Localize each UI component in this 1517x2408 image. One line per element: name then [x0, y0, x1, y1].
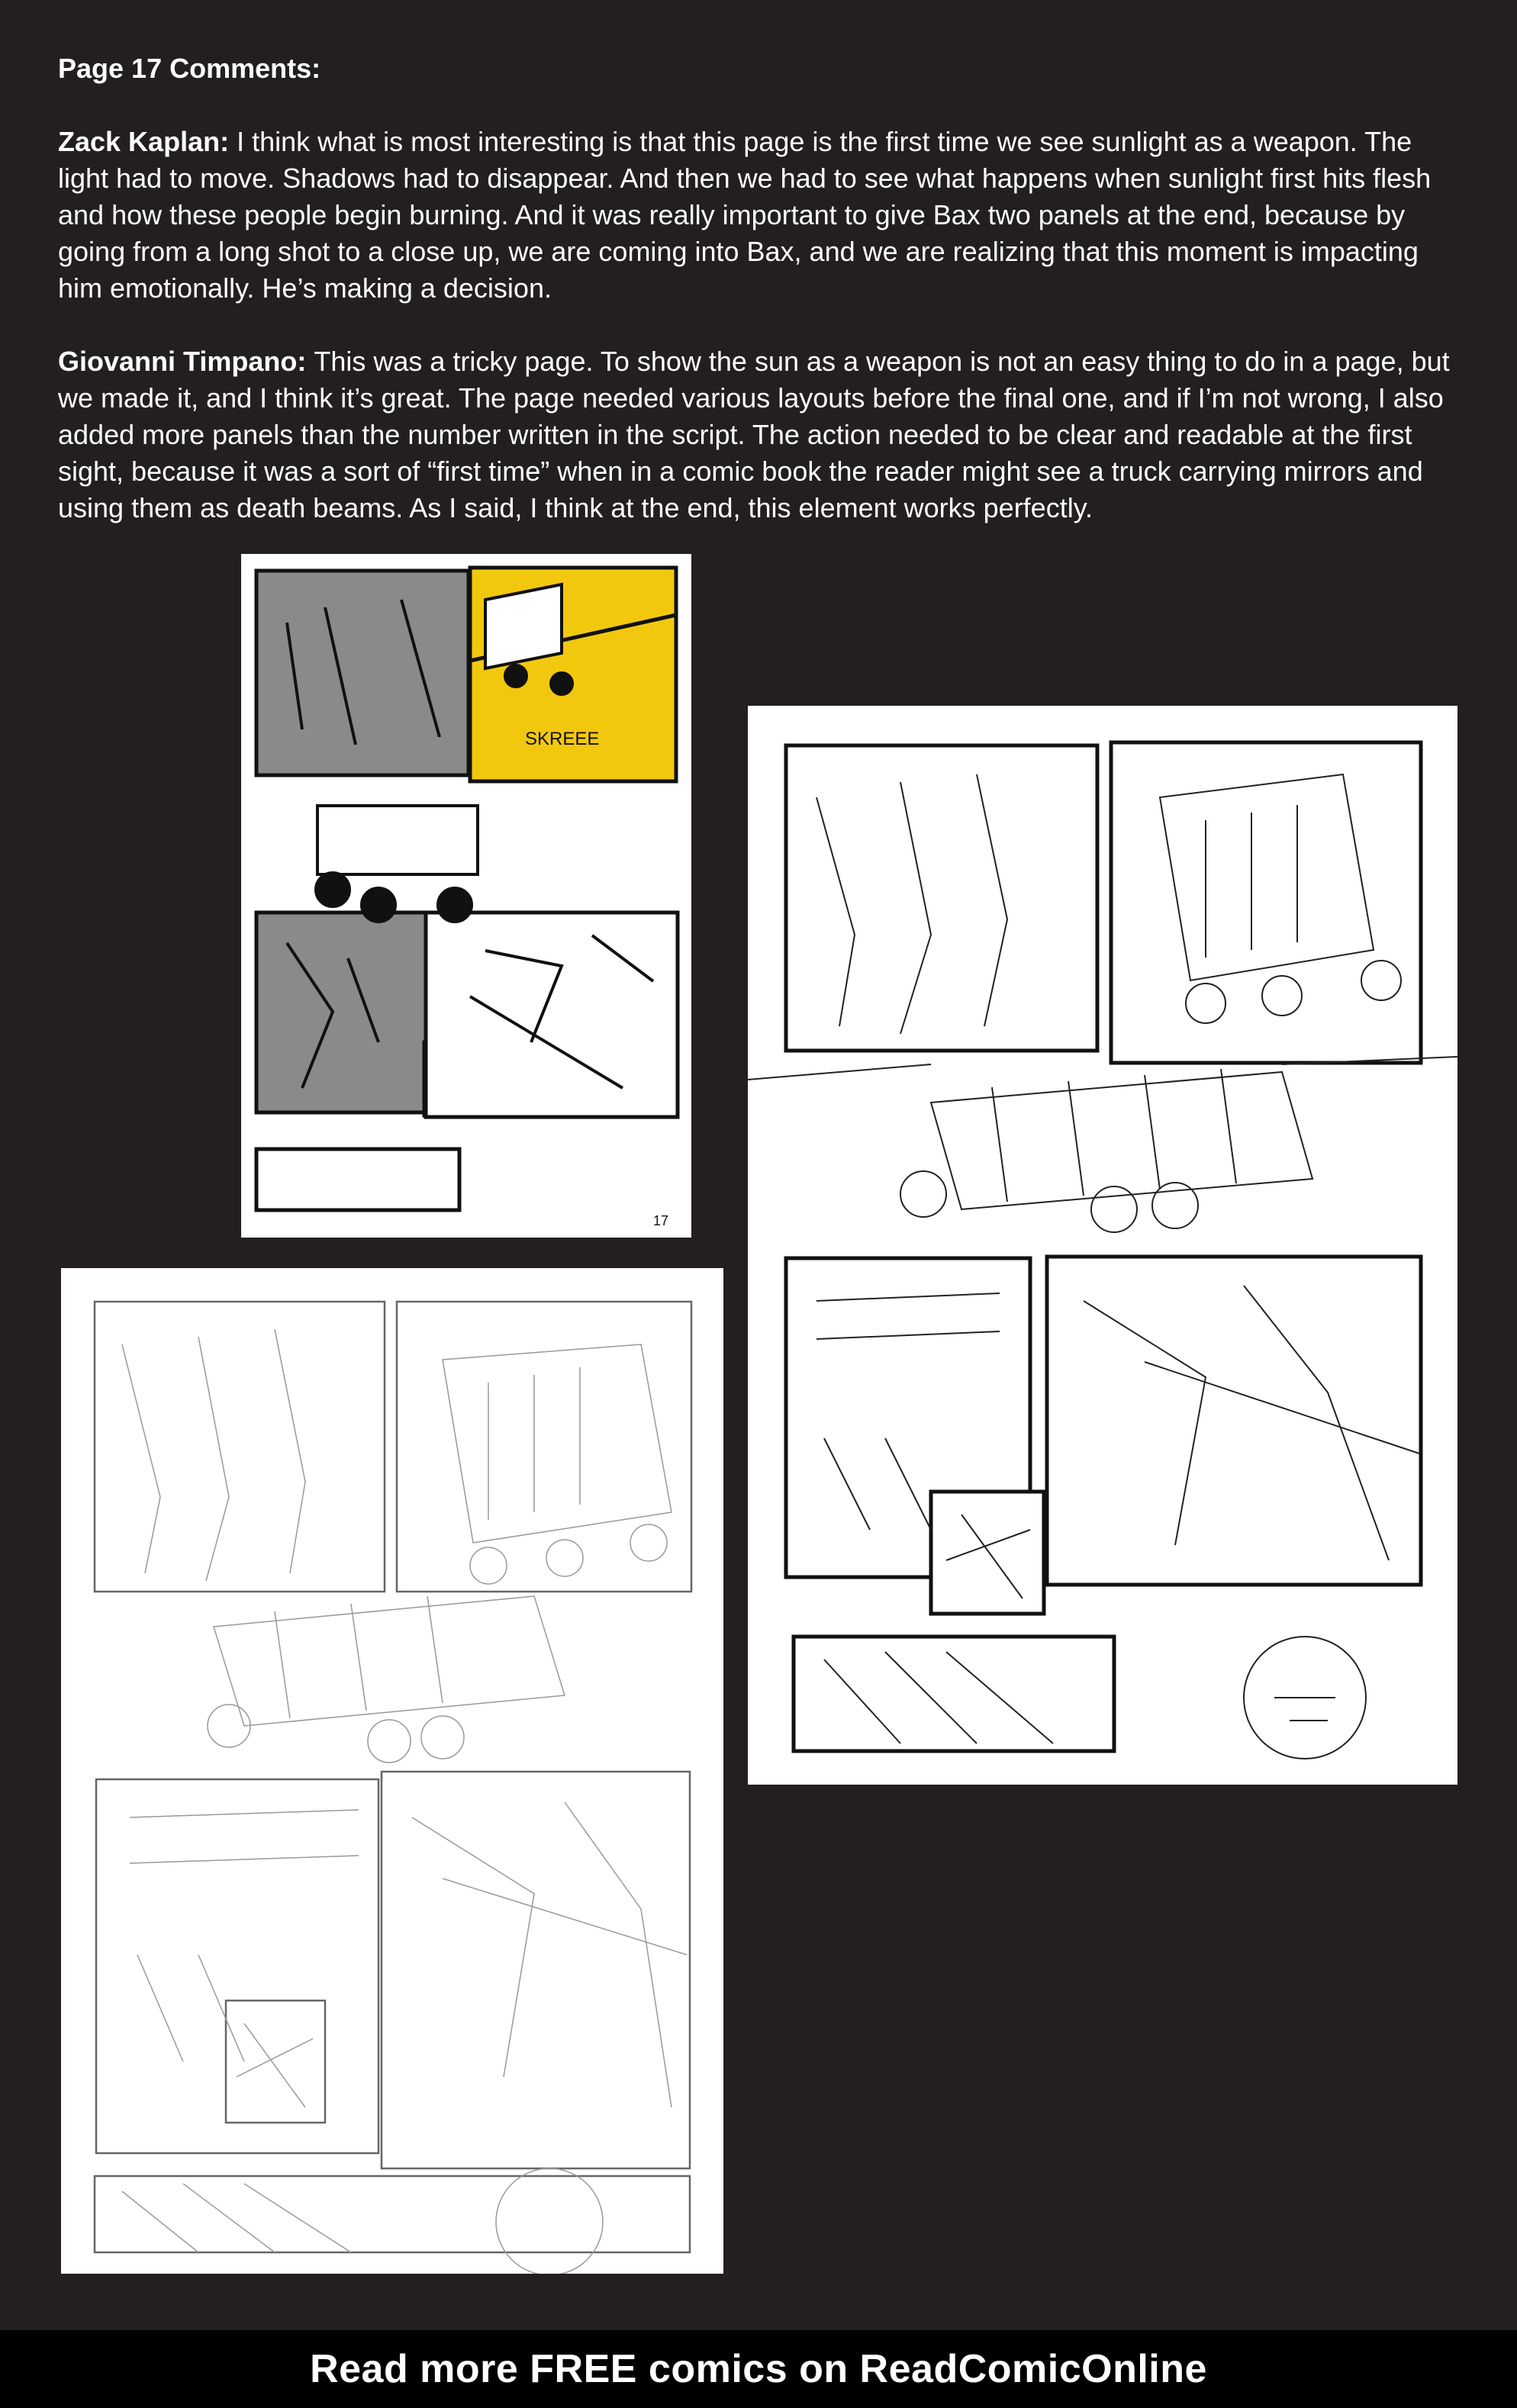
comment-giovanni	[58, 343, 1470, 526]
footer-text[interactable]: Read more FREE comics on ReadComicOnline	[310, 2347, 1207, 2391]
thumbnail-sfx: SKREEE	[525, 729, 600, 749]
comment-zack	[58, 124, 1470, 307]
comment-author: Giovanni Timpano:	[58, 346, 314, 377]
page-heading: Page 17 Comments:	[58, 53, 321, 84]
footer-banner	[0, 2330, 1517, 2408]
comment-body: This was a tricky page. To show the sun as a weapon is not an easy thing to do in a page, but we made it, and I think it’s great. The page needed various layouts before the final one, and if I’m not wrong, I also added more panels than the number written in the script. The action needed to be clear and readable at the first sight, because it was a sort of “first time” when in a comic book the reader might see a truck carrying mirrors and using them as death beams. As I said, I think at the end, this element works perfectly.	[58, 346, 1450, 523]
thumbnail-page-number: 17	[653, 1213, 669, 1228]
comments-text	[58, 50, 1470, 563]
inked-page-art	[748, 706, 1457, 1785]
comment-body: I think what is most interesting is that this page is the first time we see sunlight as a weapon. The light had to move. Shadows had to disappear. And then we had to see what happens when sunlight first hits flesh and how these people begin burning. And it was really important to give Bax two panels at the end, because by going from a long shot to a close up, we are coming into Bax, and we are realizing that this moment is impacting him emotionally. He’s making a decision.	[58, 126, 1432, 304]
thumbnail-layout-art	[241, 554, 691, 1238]
pencil-page-art	[61, 1268, 723, 2274]
comment-author: Zack Kaplan:	[58, 126, 237, 157]
